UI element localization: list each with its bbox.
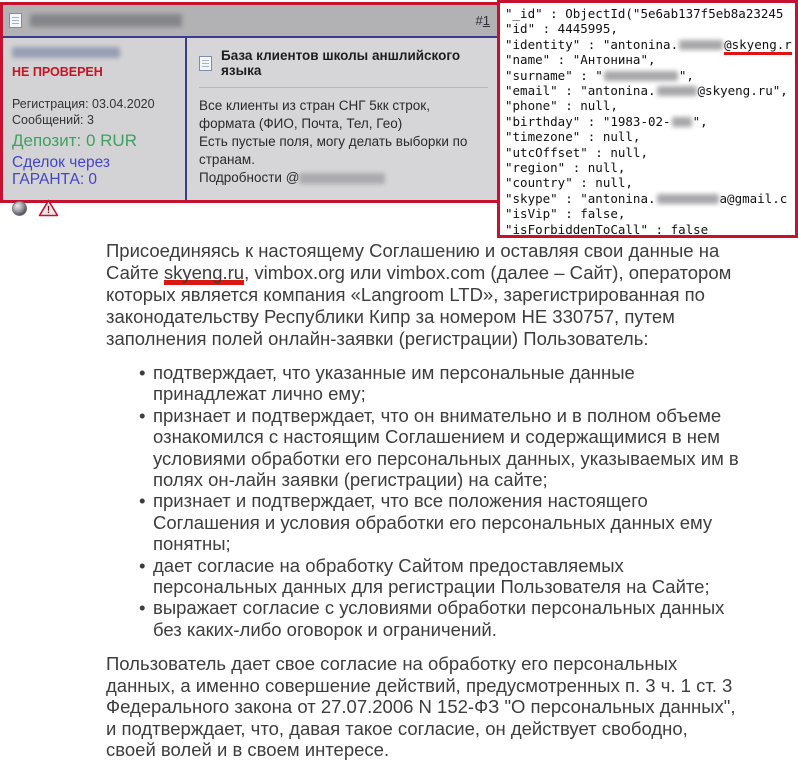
post-details-line [199, 169, 488, 187]
agreement-line: своей волей и в своем интересе. [106, 738, 390, 760]
json-line-text: "isForbiddenToCall" : false [505, 221, 709, 237]
post-body-text [199, 97, 488, 187]
agreement-line: Федерального закона от 27.07.2006 N 152-ФЗ "О персональных данных", [106, 696, 736, 718]
contact-handle-redacted [299, 173, 385, 184]
json-line-text: "isVip" : false, [505, 206, 626, 222]
json-record-line [505, 37, 795, 52]
forum-post-panel [0, 2, 503, 217]
post-body-line: Есть пустые поля, могу делать выборки по [199, 134, 468, 149]
agreement-line [106, 262, 766, 284]
post-title-page-icon [199, 56, 212, 71]
user-profile-column [3, 38, 187, 217]
json-record-line [505, 114, 795, 129]
agreement-line: данных, а именно совершение действий, предусмотренных п. 3 ч. 1 ст. 3 [106, 674, 733, 696]
json-record-line [505, 21, 795, 36]
json-line-text: @skyeng.r [724, 37, 792, 55]
post-date-icon [9, 13, 22, 28]
json-line-text: ", [678, 67, 694, 83]
json-line-text: "name" : "Антонина", [505, 52, 656, 68]
bullet-line: принадлежат лично ему; [153, 383, 366, 405]
agreement-line: и подтверждает, что, давая такое согласие, он действует свободно, [106, 717, 688, 739]
agreement-line-text: Сайте [106, 262, 164, 283]
json-record-line [505, 175, 795, 190]
post-content-column [187, 38, 500, 200]
post-body-line: Все клиенты из стран СНГ 5кк строк, [199, 98, 430, 113]
json-line-text: @skyeng.ru", [697, 83, 788, 99]
post-number-value: 1 [482, 13, 490, 28]
json-record-line [505, 206, 795, 221]
post-number-link[interactable] [476, 13, 490, 28]
bullet-line: ознакомился с настоящим Соглашением и содержащимися в нем [153, 426, 721, 448]
json-line-text: "email" : "antonina. [505, 83, 656, 99]
bullet-line: без каких-либо оговорок и ограничений. [153, 618, 497, 640]
bullet-line: персональных данных для регистрации Пользователя на Сайте; [153, 576, 710, 598]
json-line-text: "skype" : "antonina. [505, 190, 656, 206]
agreement-bullet-item [106, 490, 766, 554]
json-line-text: "surname" : " [505, 67, 603, 83]
json-line-text: "country" : null, [505, 175, 633, 191]
json-record-line [505, 98, 795, 113]
post-body-line: формата (ФИО, Почта, Тел, Гео) [199, 116, 403, 131]
agreement-bullet-item [106, 555, 766, 598]
agreement-line: заполнения полей онлайн-заявки (регистрации) Пользователь: [106, 328, 649, 349]
json-line-text: "utcOffset" : null, [505, 144, 648, 160]
deposit-label: Депозит: 0 RUR [12, 131, 137, 151]
json-record-line [505, 191, 795, 206]
online-status-orb-icon [12, 201, 27, 216]
bullet-line: условиями обработки его персональных данных, указываемых им в [153, 447, 739, 469]
user-status-label: НЕ ПРОВЕРЕН [12, 65, 103, 80]
profile-icons-row [12, 199, 176, 217]
post-title-row [199, 43, 488, 88]
agreement-line: которых является компания «Langroom LTD», зарегистрированная по [106, 284, 705, 305]
guarantor-deals-label-line1: Сделок через [12, 154, 110, 172]
json-line-text: "identity" : "antonina. [505, 36, 679, 52]
bullet-line: • признает и подтверждает, что все положения настоящего [153, 490, 648, 512]
agreement-paragraph-1 [106, 240, 766, 350]
agreement-line-text: , vimbox.org или vimbox.com (далее – Сайт), оператором [244, 262, 732, 283]
bullet-line: полях он-лайн заявки (регистрации) на сайте; [153, 469, 548, 491]
json-record-line [505, 160, 795, 175]
json-line-text: a@gmail.c [719, 190, 788, 206]
agreement-bullet-item [106, 597, 766, 640]
forum-post-header [3, 5, 500, 38]
json-line-text: "id" : 4445995, [505, 21, 618, 37]
json-value-redacted [604, 71, 678, 81]
agreement-bullet-item [106, 405, 766, 491]
post-title: База клиентов школы аншлийского языка [221, 48, 461, 78]
post-details-prefix: Подробности @ [199, 170, 300, 185]
warning-triangle-icon [38, 199, 59, 217]
post-body-line: странам. [199, 152, 255, 167]
messages-count-label: Сообщений: 3 [12, 113, 94, 128]
guarantor-deals-label-line2: ГАРАНТА: 0 [12, 171, 98, 189]
database-record-panel [497, 0, 798, 238]
post-number-hash: # [475, 13, 483, 28]
bullet-line: • выражает согласие с условиями обработки персональных данных [153, 597, 725, 619]
forum-post-body [3, 38, 500, 217]
bullet-line: понятны; [153, 533, 231, 555]
agreement-line: Пользователь дает свое согласие на обработку его персональных [106, 653, 678, 675]
json-record-line [505, 222, 795, 237]
agreement-line: Присоединяясь к настоящему Соглашению и оставляя свои данные на [106, 240, 720, 261]
registration-date-label: Регистрация: 03.04.2020 [12, 97, 155, 112]
json-record-line [505, 145, 795, 160]
json-value-redacted [672, 117, 692, 127]
json-value-redacted [679, 40, 723, 50]
json-value-redacted [657, 86, 697, 96]
svg-text:!: ! [46, 205, 51, 217]
json-line-text: "birthday" : "1983-02- [505, 113, 671, 129]
post-date-redacted [30, 14, 182, 27]
skyeng-url-highlight: skyeng.ru [163, 262, 245, 283]
bullet-line: • признает и подтверждает, что он внимательно и в полном объеме [153, 404, 722, 426]
bullet-line: • подтверждает, что указанные им персональные данные [153, 362, 635, 383]
json-line-text: "phone" : null, [505, 98, 618, 114]
json-line-text: "_id" : ObjectId("5e6ab137f5eb8a23245 [505, 6, 784, 21]
agreement-bullet-item [106, 362, 766, 405]
bullet-line: Соглашения и условия обработки его персональных данных ему [153, 511, 713, 533]
json-record-line [505, 129, 795, 144]
json-line-text: "timezone" : null, [505, 129, 641, 145]
agreement-line: законодательству Республики Кипр за номером HE 330757, путем [106, 306, 675, 327]
json-line-text: ", [692, 113, 708, 129]
agreement-bullet-list [106, 362, 766, 640]
json-record-line [505, 68, 795, 83]
json-line-text: "region" : null, [505, 160, 626, 176]
bullet-line: • дает согласие на обработку Сайтом предоставляемых [153, 554, 624, 576]
username-redacted [12, 47, 120, 58]
json-value-redacted [657, 194, 719, 204]
json-record-line [505, 6, 795, 21]
agreement-text-block [106, 240, 766, 760]
agreement-paragraph-2 [106, 653, 766, 760]
json-record-line [505, 83, 795, 98]
